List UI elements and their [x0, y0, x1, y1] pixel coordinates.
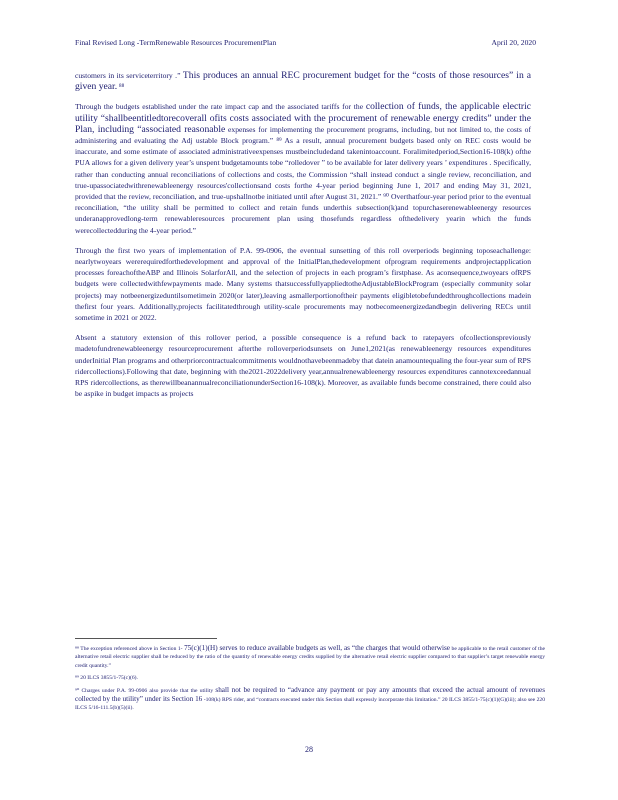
- paragraph-2: [75, 101, 531, 235]
- paragraph-4-text-a: Absent a statutory extension of this rollover period, a possible consequence is a refund back to ratepayers ofcollectionspreviously madetofundrenewableenergy resourceprocurement afterthe rolloverperiodsunsets on June1,2021(as renewableenergy resources expenditures underInitial Plan programs and otherpriorcontractualcommitments wouldnothavebeenmadeby that datein anamountequaling the four-year sum of RPS ridercollections).Following that date, beginning with the2021-2022delivery year,annualrenewableenergy resources expenditures cannotexceedannual RPS ridercollections, as therewillbeanannualreconciliationunderSection16-108(k). Moreover, as available funds become constrained, there could also be aspike in budget impacts as projects: [75, 333, 531, 399]
- footnote-90-text-b: shall not be required to “advance any payment or pay any amounts that exceed the actual amount of revenues collected by the utility” under its Section 16: [75, 685, 545, 704]
- footnote-89-text-a: ⁸⁹ 20 ILCS 3855/1-75(c)(6).: [75, 675, 138, 682]
- page-number: 28: [305, 745, 313, 754]
- paragraph-1-text-a: customers in its serviceterritory .”: [75, 71, 181, 80]
- header-date: April 20, 2020: [491, 38, 536, 47]
- paragraph-1: [75, 70, 531, 92]
- footnotes: [75, 644, 545, 716]
- footnote-90-text-c: -108(k) RPS rider, and “contracts executed under this Section shall expressly incorporate this limitation.” 20 ILCS 3855/1-75(c)(1)(G)(iii); also see 220 ILCS 5/16-111.5(b)(5)(ii).: [75, 697, 546, 712]
- footnote-90: [75, 686, 545, 713]
- page-header: [75, 38, 536, 47]
- header-title: Final Revised Long -TermRenewable Resources ProcurementPlan: [75, 38, 277, 47]
- paragraph-1-text-c: ⁸⁸: [119, 82, 125, 92]
- footnote-divider: [75, 638, 217, 639]
- footnote-89: [75, 673, 545, 682]
- footnote-88-text-a: ⁸⁸ The exception referenced above in Section 1-: [75, 646, 183, 652]
- paragraph-2-text-b: collection of funds, the applicable electric utility “shallbeentitledtorecoverall ofits costs associated with the procurement of renewable energy credits” under the Plan, including “associated reasonable: [75, 101, 531, 135]
- paragraph-3-text-a: Through the first two years of implementation of P.A. 99-0906, the eventual sunsetting of this roll overperiods beginning toposeachallenge: nearlytwoyears wererequiredforthedevelopment and approval of the InitialPlan,thedevelopment ofprogram requirements andprojectapplication processes foreachoftheABP and Illinois SolarforAll, and the selection of projects in each program’s firstphase. As aconsequence,twoyears ofRPS budgets were collectedwithfewpayments made. Many systems thatsuccessfullyappliedtotheAdjustableBlockProgram (especially community solar projects) may notbeenergizeduntilsometimein 2020(or later),leaving asmallerportionoftheir payments eligibletobefundedthroughcollections madein thefirst four years. Additionally,projects facilitatedthrough utility-scale procurements may notbecomeenergizedandbegin delivering RECs until sometime in 2021 or 2022.: [75, 245, 531, 323]
- footnote-88: [75, 644, 545, 670]
- paragraph-2-text-a: Through the budgets established under the rate impact cap and the associated tariffs for the: [75, 102, 364, 112]
- footnote-88-text-b: 75(c)(1)(H) serves to reduce available budgets as well, as “the charges that would otherwise: [184, 644, 450, 652]
- paragraph-2-text-c: expenses for implementing the procurement programs, including, but not limited to, the costs of administering and evaluating the Adj ustable Block program.” ⁸⁹ As a result, annual procurement budgets based only on REC costs would be inaccurate, and some estimate of associated administrativeexpenses mustbeincludedand takenintoaccount. Foralimitedperiod,Section16-108(k) ofthe PUA allows for a given delivery year’s unspent budgetamounts tobe “rolledover ” to be available for later delivery years ’ expenditures . Specifically, rather than conducting annual reconciliations of collections and costs, the Commission “shall instead conduct a single review, reconciliation, and true-upassociatedwithrenewableenergy resources'collectionsand costs forthe 4-year period beginning June 1, 2017 and ending May 31, 2021, provided that the review, reconciliation, and true-upshallnotbe initiated until after August 31, 2021.” ⁹⁰ Overthatfour-year period prior to the eventual reconciliation, “the utility shall be permitted to collect and retain funds underthis subsection(k)and topurchaserenewableenergy resources underanapprovedlong-term renewableresources procurement plan using thosefunds regardless ofthedelivery yearin which the funds werecollectedduring the 4-year period.”: [75, 124, 531, 235]
- paragraph-1-text-b: This produces an annual REC procurement budget for the “costs of those resources” in a given year.: [75, 70, 531, 93]
- paragraph-4: [75, 332, 531, 399]
- body-text: [75, 70, 531, 408]
- footnote-90-text-a: ⁹⁰ Charges under P.A. 99-0906 also provide that the utility: [75, 687, 214, 694]
- paragraph-3: [75, 245, 531, 323]
- footnote-88-text-c: be applicable to the retail customer of the alternative retail electric supplier shall be reduced by the ratio of the quantity of renewable energy credits supplied by the alternative retail electric supplier compared to that supplier’s target renewable energy credit quantity.”: [75, 646, 546, 669]
